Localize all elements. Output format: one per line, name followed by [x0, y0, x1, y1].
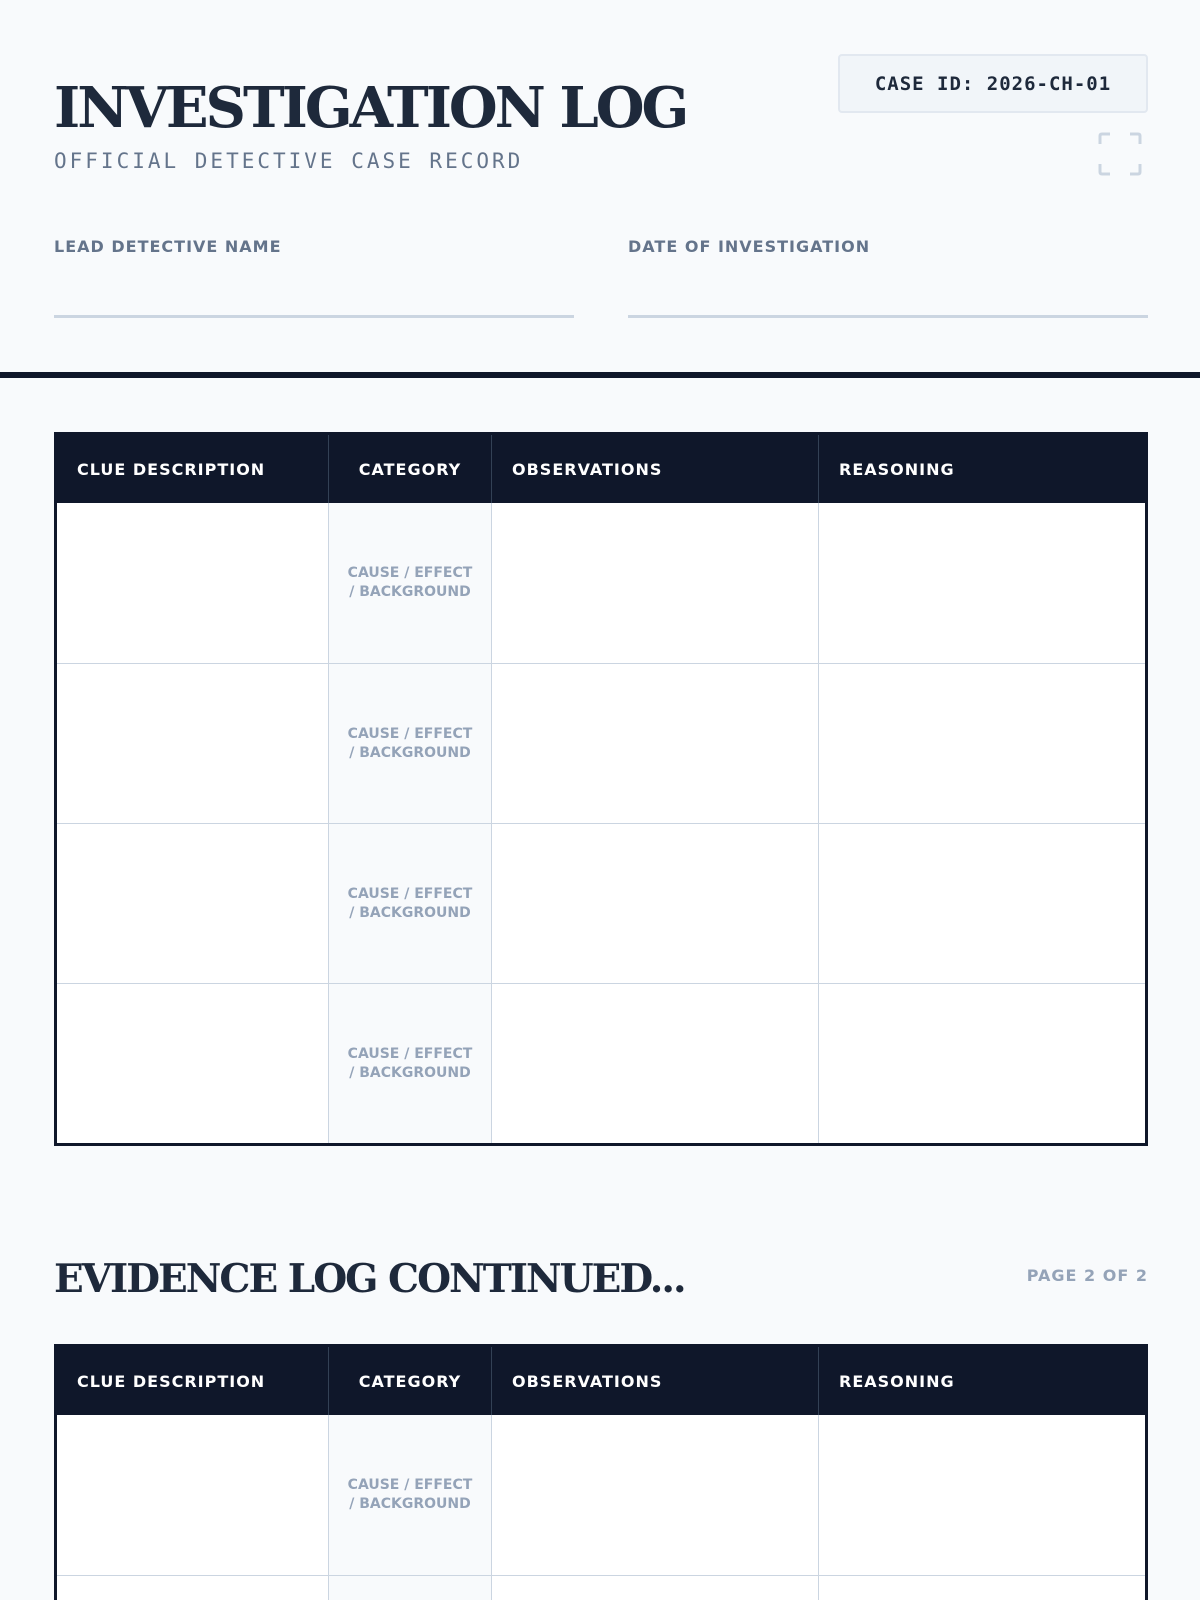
clue-description-cell[interactable]: [57, 984, 329, 1143]
observations-cell[interactable]: [492, 824, 819, 983]
observations-cell[interactable]: [492, 984, 819, 1143]
table-header: [57, 435, 1145, 503]
evidence-table: [54, 1344, 1148, 1600]
observations-cell[interactable]: [492, 503, 819, 663]
table-row: [57, 823, 1145, 983]
header-divider: [0, 372, 1200, 378]
table-row: [57, 983, 1145, 1143]
observations-cell[interactable]: [492, 1415, 819, 1575]
page-number: PAGE 2 OF 2: [1026, 1266, 1148, 1285]
category-cell[interactable]: CAUSE / EFFECT / BACKGROUND: [329, 824, 492, 983]
lead-detective-field[interactable]: [54, 315, 574, 318]
table-row: [57, 663, 1145, 823]
col-clue-description: CLUE DESCRIPTION: [57, 435, 329, 503]
case-id-badge: CASE ID: 2026-CH-01: [838, 54, 1148, 113]
section-title: EVIDENCE LOG CONTINUED...: [54, 1256, 685, 1302]
col-category: CATEGORY: [329, 435, 492, 503]
reasoning-cell[interactable]: [819, 664, 1145, 823]
table-header: [57, 1347, 1145, 1415]
category-cell[interactable]: CAUSE / EFFECT / BACKGROUND: [329, 984, 492, 1143]
reasoning-cell[interactable]: [819, 824, 1145, 983]
observations-cell[interactable]: [492, 664, 819, 823]
col-clue-description: CLUE DESCRIPTION: [57, 1347, 329, 1415]
col-observations: OBSERVATIONS: [492, 435, 819, 503]
category-cell[interactable]: CAUSE / EFFECT / BACKGROUND: [329, 1415, 492, 1575]
document-header: [0, 0, 1200, 378]
col-category: CATEGORY: [329, 1347, 492, 1415]
table-row: [57, 503, 1145, 663]
table-row: [57, 1415, 1145, 1575]
page-subtitle: OFFICIAL DETECTIVE CASE RECORD: [54, 149, 524, 173]
date-label: DATE OF INVESTIGATION: [628, 237, 871, 256]
category-cell[interactable]: CAUSE / EFFECT / BACKGROUND: [329, 664, 492, 823]
col-reasoning: REASONING: [839, 1371, 955, 1391]
observations-cell[interactable]: [492, 1576, 819, 1600]
clue-description-cell[interactable]: [57, 664, 329, 823]
table-row: [57, 1575, 1145, 1600]
reasoning-cell[interactable]: [819, 984, 1145, 1143]
date-field[interactable]: [628, 315, 1148, 318]
table-body: [57, 503, 1145, 1143]
reasoning-cell[interactable]: [819, 1576, 1145, 1600]
lead-detective-label: LEAD DETECTIVE NAME: [54, 237, 282, 256]
clue-description-cell[interactable]: [57, 503, 329, 663]
reasoning-cell[interactable]: [819, 1415, 1145, 1575]
category-cell[interactable]: CAUSE / EFFECT / BACKGROUND: [329, 503, 492, 663]
category-cell[interactable]: [329, 1576, 492, 1600]
col-observations: OBSERVATIONS: [492, 1347, 819, 1415]
clue-description-cell[interactable]: [57, 1415, 329, 1575]
scan-frame-icon: [1098, 132, 1142, 176]
reasoning-cell[interactable]: [819, 503, 1145, 663]
page-title: INVESTIGATION LOG: [54, 75, 687, 141]
col-reasoning: REASONING: [839, 459, 955, 479]
clue-description-cell[interactable]: [57, 824, 329, 983]
table-body: [57, 1415, 1145, 1600]
clue-description-cell[interactable]: [57, 1576, 329, 1600]
investigation-table: [54, 432, 1148, 1146]
